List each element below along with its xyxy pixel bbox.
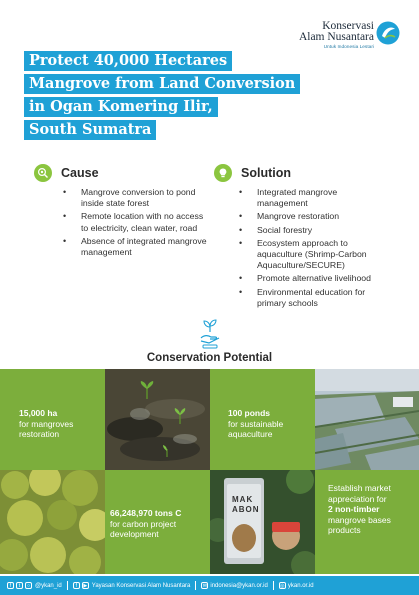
youtube-icon[interactable]: ▶: [83, 582, 88, 589]
ponds-aerial-photo: [315, 369, 419, 470]
cause-list: [61, 187, 211, 260]
ykan-leaf-bird-logo-icon: [376, 21, 400, 45]
target-search-icon: [34, 164, 52, 182]
email-icon[interactable]: ✉: [202, 582, 207, 589]
tile-market-appreciation: [315, 470, 419, 574]
logo-name-line1: Konservasi: [322, 20, 374, 32]
solution-list: [237, 187, 377, 311]
page-title: [24, 51, 300, 143]
solution-item-1: • Integrated mangrove management: [237, 187, 377, 209]
solution-item-4: • Ecosystem approach to aquaculture (Shrimp-Carbon Aquaculture/SECURE): [237, 238, 377, 272]
cause-item-1: • Mangrove conversion to pond inside state forest: [61, 187, 211, 209]
mangrove-seedlings-image: [105, 369, 210, 470]
solution-heading: [214, 164, 291, 182]
lightbulb-icon: [214, 164, 232, 182]
logo-name: [282, 21, 374, 43]
footer: [0, 576, 419, 595]
aquaculture-ponds-image: [315, 369, 419, 470]
tile-4-desc: mangrove bases products: [328, 514, 391, 535]
footer-email[interactable]: indonesia@ykan.or.id: [210, 582, 268, 589]
products-photo: [210, 470, 315, 574]
cause-item-2: • Remote location with no access to electricity, clean water, road: [61, 211, 211, 233]
conservation-potential-heading: Conservation Potential: [146, 352, 273, 364]
footer-org-name[interactable]: Yayasan Konservasi Alam Nusantara: [91, 582, 191, 589]
product-label-1: MAK: [232, 495, 254, 504]
cause-item-3: • Absence of integrated mangrove management: [61, 236, 211, 258]
facebook-icon-2[interactable]: f: [73, 582, 80, 589]
footer-social-handle[interactable]: @ykan_id: [35, 582, 62, 589]
hand-with-plant-icon: [199, 318, 221, 350]
facebook-icon[interactable]: f: [7, 582, 14, 589]
potential-grid: [0, 369, 419, 574]
tile-1-value: 15,000 ha: [19, 408, 58, 418]
tile-3-desc: for carbon project development: [110, 518, 177, 539]
ykan-logo: [282, 20, 410, 54]
tile-carbon-project: [105, 470, 210, 574]
twitter-icon[interactable]: t: [16, 582, 23, 589]
logo-tagline: Untuk Indonesia Lestari: [323, 45, 374, 50]
solution-heading-label: Solution: [241, 166, 291, 180]
tile-2-value: 100 ponds: [228, 408, 271, 418]
tile-sustainable-aquaculture: [210, 369, 315, 470]
seedling-photo: [105, 369, 210, 470]
solution-item-3: • Social forestry: [237, 225, 377, 236]
globe-icon[interactable]: ◎: [280, 582, 285, 589]
footer-website[interactable]: ykan.or.id: [287, 582, 314, 589]
tile-2-desc: for sustainable aquaculture: [228, 418, 284, 439]
logo-name-line2: Alam Nusantara: [298, 31, 374, 43]
tile-1-desc: for mangroves restoration: [19, 418, 74, 439]
solution-item-6: • Environmental education for primary schools: [237, 287, 377, 309]
title-line-3: in Ogan Komering Ilir,: [24, 97, 218, 117]
solution-item-2: • Mangrove restoration: [237, 211, 377, 222]
solution-item-5: • Promote alternative livelihood: [237, 273, 377, 284]
cause-heading: [34, 164, 99, 182]
tile-4-value: 2 non-timber: [328, 504, 380, 514]
title-line-4: South Sumatra: [24, 120, 156, 140]
tile-3-value: 66,248,970 tons C: [110, 508, 182, 518]
tile-4-pre: Establish market appreciation for: [328, 483, 391, 504]
mangrove-products-image: [210, 470, 315, 574]
tile-mangrove-restoration: [0, 369, 105, 470]
footer-divider: [195, 581, 196, 590]
footer-divider: [67, 581, 68, 590]
product-label-2: ABON: [232, 505, 260, 514]
title-line-2: Mangrove from Land Conversion: [24, 74, 300, 94]
mangrove-canopy-image: [0, 470, 105, 574]
title-line-1: Protect 40,000 Hectares: [24, 51, 232, 71]
forest-canopy-photo: [0, 470, 105, 574]
instagram-icon[interactable]: ○: [26, 582, 31, 589]
cause-heading-label: Cause: [61, 166, 99, 180]
footer-divider: [273, 581, 274, 590]
